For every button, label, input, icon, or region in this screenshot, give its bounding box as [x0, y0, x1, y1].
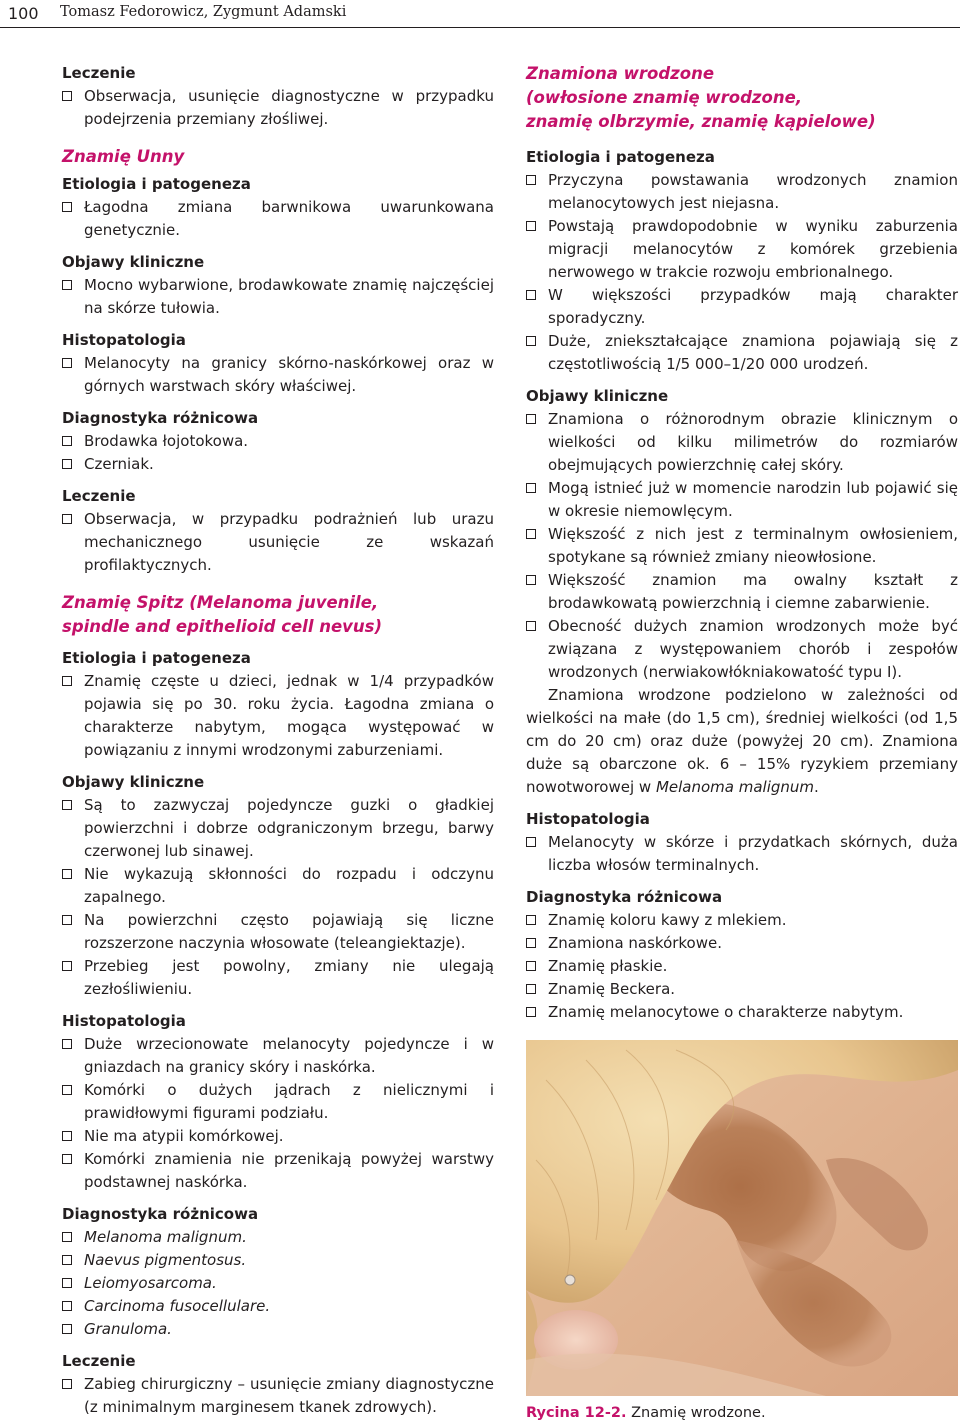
- page-number: 100: [8, 4, 39, 23]
- unna-etiology: [62, 173, 494, 242]
- congenital-differential: [526, 886, 958, 1024]
- section-heading: Etiologia i patogeneza: [526, 148, 715, 166]
- unna-histopathology: [62, 329, 494, 398]
- figure-caption: [526, 1405, 766, 1421]
- list-item: Mogą istnieć już w momencie narodzin lub pojawić się w okresie niemowlęcym.: [526, 477, 958, 523]
- bullet-list: [62, 85, 494, 131]
- list-item: Łagodna zmiana barwnikowa uwarunkowana genetycznie.: [62, 196, 494, 242]
- list-item: Melanocyty na granicy skórno-naskórkowej oraz w górnych warstwach skóry właściwej.: [62, 352, 494, 398]
- unna-differential: [62, 407, 494, 476]
- figure-label: Rycina 12-2.: [526, 1405, 627, 1421]
- list-item: Naevus pigmentosus.: [62, 1249, 494, 1272]
- spitz-title-line2: spindle and epithelioid cell nevus): [62, 617, 383, 636]
- spitz-histopathology: [62, 1010, 494, 1194]
- list-item: Obecność dużych znamion wrodzonych może być związana z występowaniem chorób i zespołów wrodzonych (nerwiakowłókniakowatość typu I).: [526, 615, 958, 684]
- list-item: Znamię płaskie.: [526, 955, 958, 978]
- list-item: Przyczyna powstawania wrodzonych znamion melanocytowych jest niejasna.: [526, 169, 958, 215]
- list-item: Znamię Beckera.: [526, 978, 958, 1001]
- section-heading: Diagnostyka różnicowa: [62, 1205, 259, 1223]
- intro-treatment: [62, 62, 494, 131]
- section-heading: Histopatologia: [62, 331, 186, 349]
- spitz-treatment: [62, 1350, 494, 1419]
- list-item: Nie wykazują skłonności do rozpadu i odczynu zapalnego.: [62, 863, 494, 909]
- list-item: Komórki o dużych jądrach z nielicznymi i prawidłowymi figurami podziału.: [62, 1079, 494, 1125]
- section-heading: Objawy kliniczne: [526, 387, 669, 405]
- list-item: Większość z nich jest z terminalnym owłosieniem, spotykane są również zmiany nieowłosione.: [526, 523, 958, 569]
- section-heading: Leczenie: [62, 64, 136, 82]
- unna-title: Znamię Unny: [62, 147, 185, 166]
- figure-photo: [526, 1040, 958, 1396]
- congenital-title-line1: Znamiona wrodzone: [526, 64, 715, 83]
- unna-treatment: [62, 485, 494, 577]
- list-item: Melanoma malignum.: [62, 1226, 494, 1249]
- section-heading: Diagnostyka różnicowa: [526, 888, 723, 906]
- list-item: Czerniak.: [62, 453, 494, 476]
- section-heading: Histopatologia: [526, 810, 650, 828]
- list-item: Brodawka łojotokowa.: [62, 430, 494, 453]
- figure-caption-text: Znamię wrodzone.: [631, 1405, 766, 1421]
- spitz-title: [62, 591, 494, 639]
- list-item: Większość znamion ma owalny kształt z brodawkowatą powierzchnią i ciemne zabarwienie.: [526, 569, 958, 615]
- header-rule: [0, 27, 960, 28]
- congenital-title-line3: znamię olbrzymie, znamię kąpielowe): [526, 112, 876, 131]
- list-item: Przebieg jest powolny, zmiany nie ulegają zezłośliwieniu.: [62, 955, 494, 1001]
- list-item: Znamię częste u dzieci, jednak w 1/4 przypadków pojawia się po 30. roku życia. Łagodna zmiana o charakterze nabytym, mogąca występować w powiązaniu z innymi wrodzonymi zaburzeniami.: [62, 670, 494, 762]
- list-item: Znamię koloru kawy z mlekiem.: [526, 909, 958, 932]
- list-item: Są to zazwyczaj pojedyncze guzki o gładkiej powierzchni i dobrze odgraniczonym brzegu, barwy czerwonej lub sinawej.: [62, 794, 494, 863]
- section-heading: Histopatologia: [62, 1012, 186, 1030]
- section-heading: Etiologia i patogeneza: [62, 175, 251, 193]
- spitz-differential: [62, 1203, 494, 1341]
- list-item: Duże wrzecionowate melanocyty pojedyncze i w gniazdach na granicy skóry i naskórka.: [62, 1033, 494, 1079]
- size-classification-paragraph: Znamiona wrodzone podzielono w zależności od wielkości na małe (do 1,5 cm), średniej wielkości (od 1,5 cm do 20 cm) oraz duże (powyżej 20 cm). Znamiona duże są obarczone ok. 6 – 15% ryzykiem przemiany nowotworowej w Melanoma malignum.: [526, 686, 958, 796]
- section-heading: Objawy kliniczne: [62, 253, 205, 271]
- list-item: Granuloma.: [62, 1318, 494, 1341]
- section-heading: Objawy kliniczne: [62, 773, 205, 791]
- list-item: W większości przypadków mają charakter sporadyczny.: [526, 284, 958, 330]
- list-item: Carcinoma fusocellulare.: [62, 1295, 494, 1318]
- right-column: [526, 62, 958, 1024]
- running-head-authors: Tomasz Fedorowicz, Zygmunt Adamski: [60, 4, 347, 20]
- list-item: Mocno wybarwione, brodawkowate znamię najczęściej na skórze tułowia.: [62, 274, 494, 320]
- spitz-title-line1: Znamię Spitz (Melanoma juvenile,: [62, 593, 379, 612]
- list-item: Leiomyosarcoma.: [62, 1272, 494, 1295]
- list-item: Komórki znamienia nie przenikają powyżej warstwy podstawnej naskórka.: [62, 1148, 494, 1194]
- spitz-etiology: [62, 647, 494, 762]
- congenital-title: [526, 62, 958, 134]
- list-item: Znamiona naskórkowe.: [526, 932, 958, 955]
- section-heading: Etiologia i patogeneza: [62, 649, 251, 667]
- list-item: Na powierzchni często pojawiają się liczne rozszerzone naczynia włosowate (teleangiektazje).: [62, 909, 494, 955]
- list-item: Zabieg chirurgiczny – usunięcie zmiany diagnostyczne (z minimalnym marginesem tkanek zdrowych).: [62, 1373, 494, 1419]
- list-item: Obserwacja, w przypadku podrażnień lub urazu mechanicznego usunięcie ze wskazań profilaktycznych.: [62, 508, 494, 577]
- list-item: Powstają prawdopodobnie w wyniku zaburzenia migracji melanocytów z komórek grzebienia nerwowego w trakcie rozwoju embrionalnego.: [526, 215, 958, 284]
- left-column: [62, 62, 494, 1419]
- section-heading: Leczenie: [62, 487, 136, 505]
- congenital-title-line2: (owłosione znamię wrodzone,: [526, 88, 803, 107]
- list-item: Znamię melanocytowe o charakterze nabytym.: [526, 1001, 958, 1024]
- unna-symptoms: [62, 251, 494, 320]
- congenital-symptoms: [526, 385, 958, 799]
- congenital-etiology: [526, 146, 958, 376]
- spitz-symptoms: [62, 771, 494, 1001]
- congenital-histopathology: [526, 808, 958, 877]
- list-item: Obserwacja, usunięcie diagnostyczne w przypadku podejrzenia przemiany złośliwej.: [62, 85, 494, 131]
- page-header: [0, 0, 960, 30]
- list-item: Melanocyty w skórze i przydatkach skórnych, duża liczba włosów terminalnych.: [526, 831, 958, 877]
- list-item: Nie ma atypii komórkowej.: [62, 1125, 494, 1148]
- section-heading: Leczenie: [62, 1352, 136, 1370]
- list-item: Znamiona o różnorodnym obrazie klinicznym o wielkości od kilku milimetrów do rozmiarów obejmujących powierzchnię całej skóry.: [526, 408, 958, 477]
- section-heading: Diagnostyka różnicowa: [62, 409, 259, 427]
- list-item: Duże, zniekształcające znamiona pojawiają się z częstotliwością 1/5 000–1/20 000 urodzeń.: [526, 330, 958, 376]
